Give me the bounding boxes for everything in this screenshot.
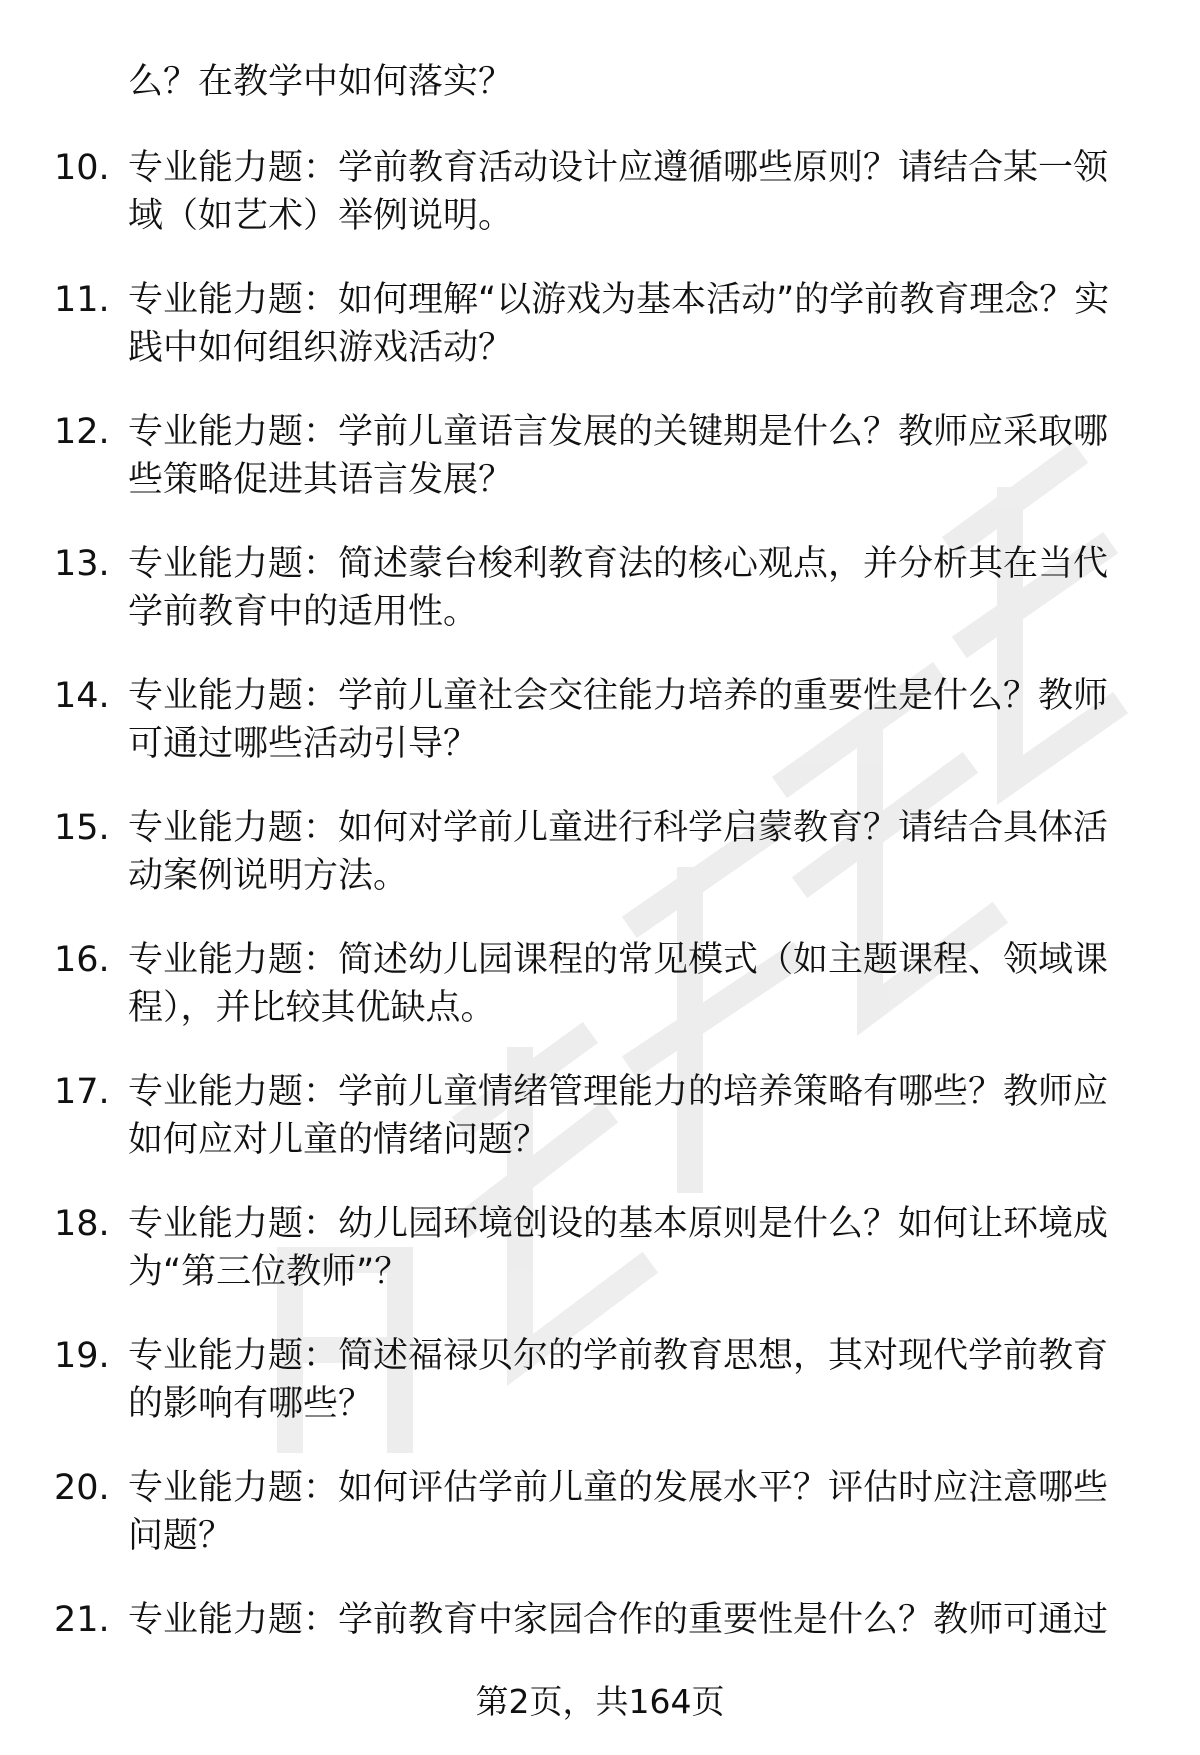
- list-item: [0, 804, 1200, 936]
- question-text: 专业能力题：幼儿园环境创设的基本原则是什么？如何让环境成为“第三位教师”？: [128, 1204, 1109, 1292]
- question-number: 16.: [54, 940, 110, 980]
- question-number: 15.: [54, 808, 110, 848]
- list-item: [0, 1464, 1200, 1596]
- list-item: [0, 1332, 1200, 1464]
- question-list: [0, 144, 1200, 1728]
- continued-question-text: 么？在教学中如何落实？: [128, 62, 514, 102]
- question-text: 专业能力题：如何对学前儿童进行科学启蒙教育？请结合具体活动案例说明方法。: [128, 808, 1109, 896]
- question-number: 18.: [54, 1204, 110, 1244]
- list-item: [0, 936, 1200, 1068]
- question-text: 专业能力题：简述蒙台梭利教育法的核心观点，并分析其在当代学前教育中的适用性。: [128, 544, 1109, 632]
- question-number: 11.: [54, 280, 110, 320]
- list-item: [0, 144, 1200, 276]
- question-text: 专业能力题：如何理解“以游戏为基本活动”的学前教育理念？实践中如何组织游戏活动？: [128, 280, 1110, 368]
- list-item: [0, 1068, 1200, 1200]
- question-text: 专业能力题：学前教育中家园合作的重要性是什么？教师可通过: [128, 1600, 1109, 1640]
- question-number: 19.: [54, 1336, 110, 1376]
- page-number-footer: 第2页，共164页: [475, 1682, 725, 1721]
- question-number: 13.: [54, 544, 110, 584]
- list-item: [0, 672, 1200, 804]
- question-number: 12.: [54, 412, 110, 452]
- question-text: 专业能力题：简述福禄贝尔的学前教育思想，其对现代学前教育的影响有哪些？: [128, 1336, 1109, 1424]
- question-text: 专业能力题：如何评估学前儿童的发展水平？评估时应注意哪些问题？: [128, 1468, 1109, 1556]
- question-text: 专业能力题：学前儿童社会交往能力培养的重要性是什么？教师可通过哪些活动引导？: [128, 676, 1109, 764]
- question-number: 17.: [54, 1072, 110, 1112]
- question-number: 14.: [54, 676, 110, 716]
- list-item: [0, 1200, 1200, 1332]
- question-text: 专业能力题：学前儿童情绪管理能力的培养策略有哪些？教师应如何应对儿童的情绪问题？: [128, 1072, 1109, 1160]
- question-number: 10.: [54, 148, 110, 188]
- question-text: 专业能力题：学前儿童语言发展的关键期是什么？教师应采取哪些策略促进其语言发展？: [128, 412, 1109, 500]
- question-number: 20.: [54, 1468, 110, 1508]
- list-item: [0, 540, 1200, 672]
- question-number: 21.: [54, 1600, 110, 1640]
- list-item: [0, 408, 1200, 540]
- question-text: 专业能力题：简述幼儿园课程的常见模式（如主题课程、领域课程），并比较其优缺点。: [128, 940, 1109, 1028]
- question-text: 专业能力题：学前教育活动设计应遵循哪些原则？请结合某一领域（如艺术）举例说明。: [128, 148, 1109, 236]
- list-item: [0, 276, 1200, 408]
